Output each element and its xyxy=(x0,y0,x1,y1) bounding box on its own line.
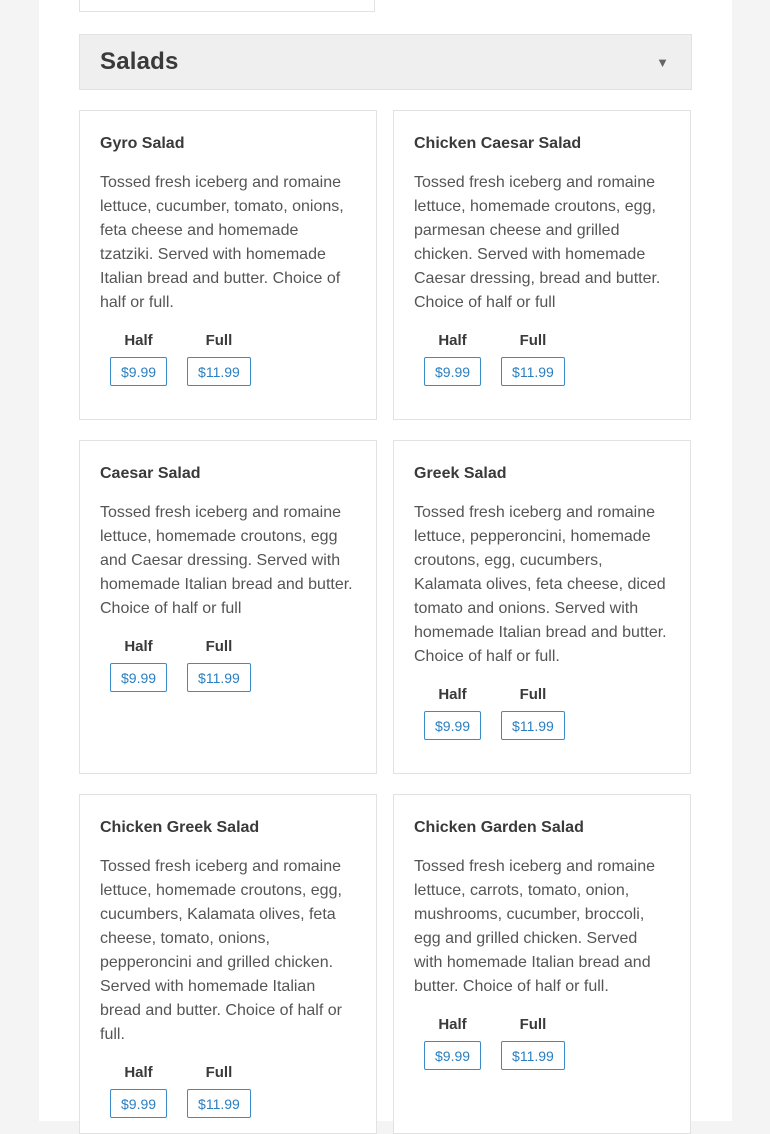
price-button[interactable]: $9.99 xyxy=(110,663,167,692)
price-button[interactable]: $9.99 xyxy=(110,357,167,386)
price-option-full xyxy=(501,1015,565,1070)
price-options xyxy=(414,1015,670,1070)
menu-item-description: Tossed fresh iceberg and romaine lettuce, homemade croutons, egg and Caesar dressing. Served with homemade Italian bread and butter. Choice of half or full xyxy=(100,504,353,617)
price-option-full xyxy=(501,331,565,386)
menu-item-card xyxy=(393,110,691,420)
price-button[interactable]: $11.99 xyxy=(501,357,565,386)
price-label: Full xyxy=(519,332,547,349)
price-button[interactable]: $9.99 xyxy=(424,711,481,740)
menu-item-card xyxy=(79,794,377,1134)
menu-item-name: Greek Salad xyxy=(414,465,507,482)
section-header-salads[interactable] xyxy=(79,34,692,90)
price-label: Half xyxy=(124,1064,153,1081)
price-button[interactable]: $9.99 xyxy=(424,357,481,386)
price-option-half xyxy=(110,637,167,692)
price-option-half xyxy=(110,1063,167,1118)
price-option-full xyxy=(187,331,251,386)
menu-item-card xyxy=(79,440,377,774)
price-options xyxy=(414,685,670,740)
menu-item-name: Chicken Caesar Salad xyxy=(414,135,582,152)
price-label: Half xyxy=(438,686,467,703)
price-option-full xyxy=(501,685,565,740)
menu-page xyxy=(39,0,732,1121)
price-button[interactable]: $11.99 xyxy=(187,663,251,692)
menu-item-description: Tossed fresh iceberg and romaine lettuce, cucumber, tomato, onions, feta cheese and homemade tzatziki. Served with homemade Italian bread and butter. Choice of half or full. xyxy=(100,174,344,311)
price-options xyxy=(414,331,670,386)
section-title: Salads xyxy=(100,48,179,75)
price-option-full xyxy=(187,637,251,692)
menu-item-name: Caesar Salad xyxy=(100,465,201,482)
menu-item-description: Tossed fresh iceberg and romaine lettuce, carrots, tomato, onion, mushrooms, cucumber, broccoli, egg and grilled chicken. Served with homemade Italian bread and butter. Choice of half or full. xyxy=(414,858,656,995)
price-label: Half xyxy=(438,332,467,349)
price-label: Half xyxy=(438,1016,467,1033)
price-label: Half xyxy=(124,638,153,655)
menu-item-card xyxy=(393,794,691,1134)
price-button[interactable]: $11.99 xyxy=(501,711,565,740)
menu-item-description: Tossed fresh iceberg and romaine lettuce, homemade croutons, egg, cucumbers, Kalamata olives, feta cheese, tomato, onions, pepperoncini and grilled chicken. Served with homemade Italian bread and butter. Choice of half or full. xyxy=(100,858,342,1043)
price-label: Half xyxy=(124,332,153,349)
price-options xyxy=(100,637,356,692)
triangle-down-icon[interactable]: ▼ xyxy=(656,54,669,70)
menu-item-card xyxy=(393,440,691,774)
price-label: Full xyxy=(205,332,233,349)
price-options xyxy=(100,1063,356,1118)
price-option-half xyxy=(424,1015,481,1070)
price-button[interactable]: $11.99 xyxy=(501,1041,565,1070)
price-button[interactable]: $11.99 xyxy=(187,357,251,386)
price-option-half xyxy=(424,685,481,740)
price-label: Full xyxy=(519,1016,547,1033)
price-button[interactable]: $11.99 xyxy=(187,1089,251,1118)
menu-item-description: Tossed fresh iceberg and romaine lettuce, homemade croutons, egg, parmesan cheese and grilled chicken. Served with homemade Caesar dressing, bread and butter. Choice of half or full xyxy=(414,174,661,311)
menu-item-description: Tossed fresh iceberg and romaine lettuce, pepperoncini, homemade croutons, egg, cucumbers, Kalamata olives, feta cheese, diced tomato and onions. Served with homemade Italian bread and butter. Choice of half or full. xyxy=(414,504,667,665)
price-label: Full xyxy=(205,1064,233,1081)
menu-item-name: Chicken Garden Salad xyxy=(414,819,584,836)
menu-item-card xyxy=(79,110,377,420)
menu-item-name: Chicken Greek Salad xyxy=(100,819,260,836)
price-option-full xyxy=(187,1063,251,1118)
price-button[interactable]: $9.99 xyxy=(424,1041,481,1070)
price-label: Full xyxy=(205,638,233,655)
price-options xyxy=(100,331,356,386)
price-option-half xyxy=(424,331,481,386)
previous-card-edge xyxy=(79,0,375,12)
menu-item-name: Gyro Salad xyxy=(100,135,185,152)
price-button[interactable]: $9.99 xyxy=(110,1089,167,1118)
price-label: Full xyxy=(519,686,547,703)
price-option-half xyxy=(110,331,167,386)
